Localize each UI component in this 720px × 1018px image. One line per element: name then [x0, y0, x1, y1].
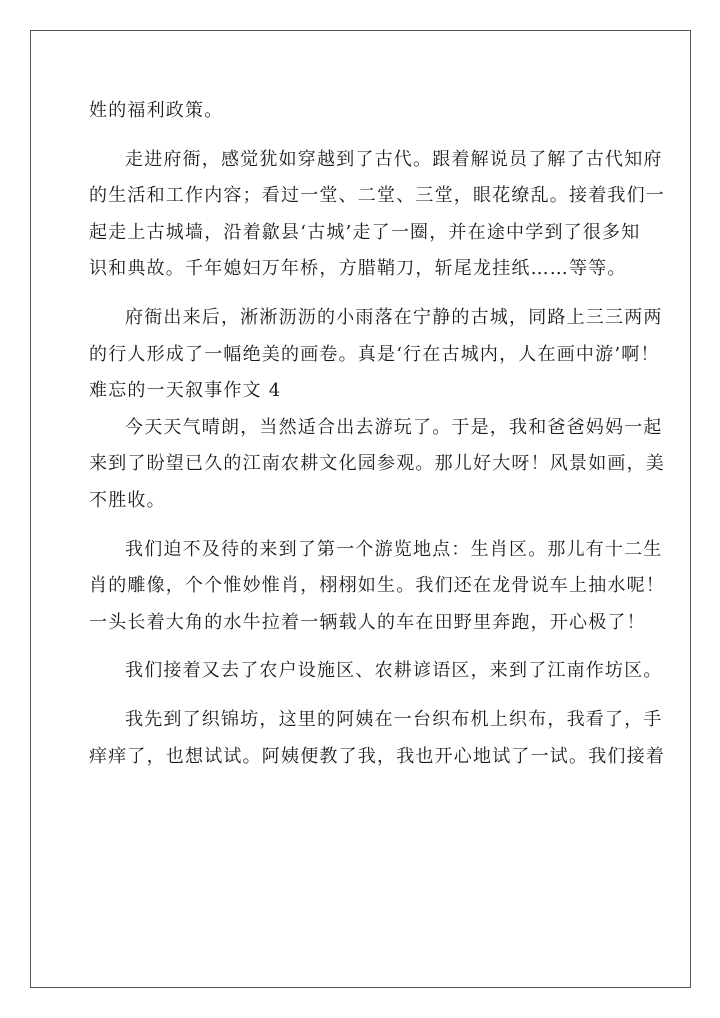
text-line: 我们迫不及待的来到了第一个游览地点：生肖区。那儿有十二生	[125, 538, 663, 560]
text-line: 肖的雕像，个个惟妙惟肖，栩栩如生。我们还在龙骨说车上抽水呢！	[89, 575, 665, 597]
text-line: 识和典故。千年媳妇万年桥，方腊鞘刀，斩尾龙挂纸……等等。	[89, 258, 627, 280]
text-line: 今天天气晴朗，当然适合出去游玩了。于是，我和爸爸妈妈一起	[125, 416, 663, 438]
paragraph-gap	[89, 130, 649, 142]
text-line: 的生活和工作内容；看过一堂、二堂、三堂，眼花缭乱。接着我们一	[89, 185, 665, 207]
text-line: 走进府衙，感觉犹如穿越到了古代。跟着解说员了解了古代知府	[125, 148, 663, 170]
paragraph-gap	[89, 690, 649, 702]
text-line: 的行人形成了一幅绝美的画卷。真是‘行在古城内，人在画中游’啊！	[89, 343, 660, 365]
paragraph-gap	[89, 288, 649, 300]
text-line: 不胜收。	[89, 489, 166, 511]
text-line: 姓的福利政策。	[89, 100, 224, 121]
document-body	[89, 93, 665, 775]
text-line: 一头长着大角的水牛拉着一辆载人的车在田野里奔跑，开心极了！	[89, 611, 646, 633]
text-line: 我们接着又去了农户设施区、农耕谚语区，来到了江南作坊区。	[125, 660, 663, 682]
text-line: 起走上古城墙，沿着歙县‘古城’走了一圈，并在途中学到了很多知	[89, 221, 641, 243]
text-line: 我先到了织锦坊，这里的阿姨在一台织布机上织布，我看了，手	[125, 708, 663, 730]
paragraph-gap	[89, 520, 649, 532]
section-heading: 难忘的一天叙事作文 4	[89, 380, 282, 402]
paragraph-gap	[89, 641, 649, 653]
text-line: 来到了盼望已久的江南农耕文化园参观。那儿好大呀！风景如画，美	[89, 453, 665, 475]
text-line: 府衙出来后，淅淅沥沥的小雨落在宁静的古城，同路上三三两两	[125, 306, 663, 328]
text-line: 痒痒了，也想试试。阿姨便教了我，我也开心地试了一试。我们接着	[89, 745, 665, 767]
